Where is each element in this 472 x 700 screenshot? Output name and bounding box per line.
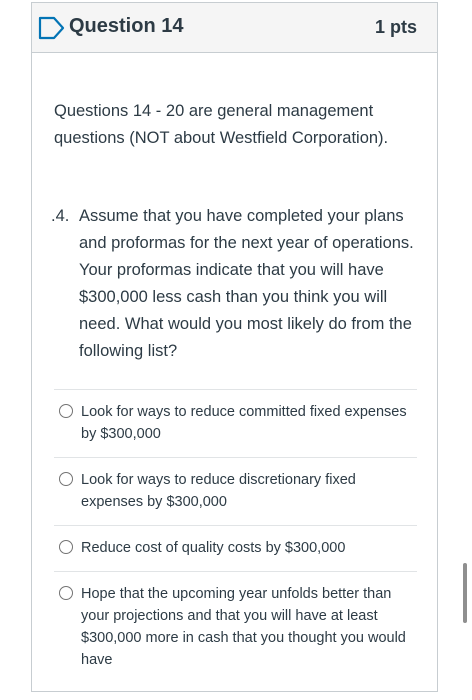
- scrollbar-thumb[interactable]: [463, 563, 467, 623]
- radio-button[interactable]: [59, 540, 73, 554]
- question-card: [31, 2, 438, 692]
- answer-label: Look for ways to reduce discretionary fixed expenses by $300,000: [81, 472, 356, 510]
- radio-button[interactable]: [59, 586, 73, 600]
- bookmark-flag-icon[interactable]: [38, 16, 66, 40]
- answer-option-2[interactable]: [54, 458, 417, 526]
- answer-label: Hope that the upcoming year unfolds better than your projections and that you will have at least $300,000 more in cash that you thought you would have: [81, 586, 406, 668]
- question-number: .4.: [51, 207, 70, 225]
- question-points: 1 pts: [374, 17, 417, 37]
- answer-list: [54, 389, 417, 683]
- answer-option-3[interactable]: [54, 526, 417, 572]
- intro-text: Questions 14 - 20 are general management questions (NOT about Westfield Corporation).: [54, 102, 389, 147]
- radio-button[interactable]: [59, 404, 73, 418]
- question-prompt: [51, 203, 417, 365]
- answer-option-1[interactable]: [54, 390, 417, 458]
- question-body: [32, 98, 437, 683]
- answer-label: Look for ways to reduce committed fixed expenses by $300,000: [81, 404, 407, 442]
- question-title: Question 14: [69, 15, 184, 37]
- question-header: [32, 3, 437, 53]
- question-text: Assume that you have completed your plans and proformas for the next year of operations. Your proformas indicate that you will have $300,000 less cash than you think you will need. What would you most likely do from the following list?: [79, 207, 414, 360]
- answer-option-4[interactable]: [54, 572, 417, 683]
- answer-label: Reduce cost of quality costs by $300,000: [81, 540, 346, 556]
- radio-button[interactable]: [59, 472, 73, 486]
